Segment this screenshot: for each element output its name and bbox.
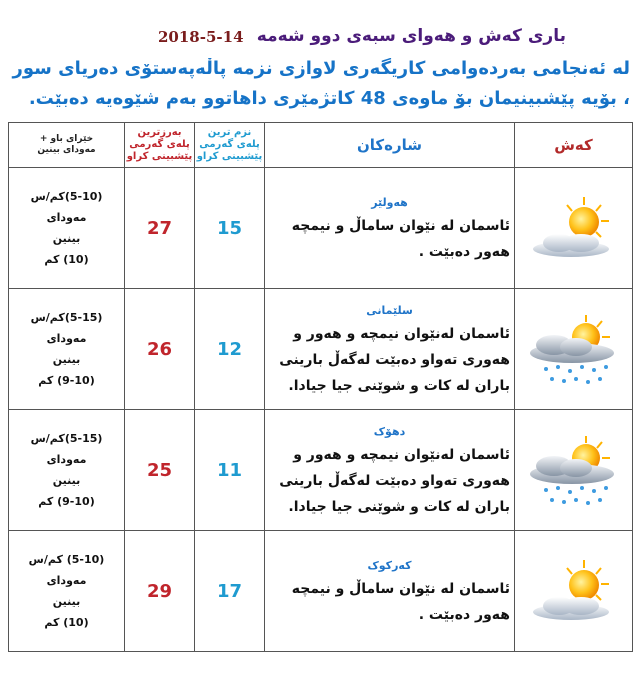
intro-line-1: لە ئەنجامی بەردەوامی کاریگەری لاوازی نزمە پاڵەپەستۆی دەریای سور bbox=[12, 58, 630, 79]
col-wind-visibility: خێرای باو + مەودای بینین bbox=[9, 123, 125, 168]
min-temp: 11 bbox=[195, 410, 265, 531]
col-cities: شارەکان bbox=[265, 123, 515, 168]
city-cell bbox=[265, 410, 515, 531]
sun-cloud-rain-icon bbox=[524, 309, 624, 389]
wind-visibility: (5-15)کم/س مەودای بینین (9-10) کم bbox=[9, 289, 125, 410]
weather-icon-cell bbox=[515, 168, 633, 289]
forecast-description: ئاسمان لە نێوان ساماڵ و نیمچە هەور دەبێت . bbox=[291, 217, 510, 260]
wind-visibility: (5-10)کم/س مەودای بینین (10) کم bbox=[9, 168, 125, 289]
table-header-row bbox=[9, 123, 633, 168]
min-temp: 17 bbox=[195, 531, 265, 652]
forecast-description: ئاسمان لەنێوان نیمچە و هەور و هەوری تەواو دەبێت لەگەڵ بارینی باران لە کات و شوێنی جیا جیادا. bbox=[279, 446, 510, 515]
city-cell bbox=[265, 168, 515, 289]
city-name: دهۆک bbox=[373, 424, 406, 438]
sun-cloud-rain-icon bbox=[524, 430, 624, 510]
city-cell bbox=[265, 289, 515, 410]
max-temp: 25 bbox=[125, 410, 195, 531]
page-title: باری کەش و هەوای سبەی دوو شەمە bbox=[256, 26, 566, 46]
table-row bbox=[9, 531, 633, 652]
forecast-description: ئاسمان لەنێوان نیمچە و هەور و هەوری تەواو دەبێت لەگەڵ بارینی باران لە کات و شوێنی جیا جیادا. bbox=[279, 325, 510, 394]
max-temp: 27 bbox=[125, 168, 195, 289]
max-temp: 26 bbox=[125, 289, 195, 410]
table-row bbox=[9, 410, 633, 531]
col-weather: کەش bbox=[515, 123, 633, 168]
col-min-temp: نزم ترین پلەی گەرمی پێشبینی کراو bbox=[195, 123, 265, 168]
partly-cloudy-icon bbox=[529, 556, 619, 626]
weather-icon-cell bbox=[515, 410, 633, 531]
table-row bbox=[9, 168, 633, 289]
report-header bbox=[0, 26, 640, 54]
weather-icon-cell bbox=[515, 531, 633, 652]
partly-cloudy-icon bbox=[529, 193, 619, 263]
table-row bbox=[9, 289, 633, 410]
city-name: سلێمانی bbox=[366, 303, 413, 317]
col-max-temp: بەرزترین پلەی گەرمی پێشبینی کراو bbox=[125, 123, 195, 168]
forecast-table bbox=[8, 122, 633, 652]
intro-line-2: ، بۆیە پێشبینیمان بۆ ماوەی 48 کاتژمێری داهاتوو بەم شێوەیە دەبێت. bbox=[28, 88, 630, 109]
forecast-description: ئاسمان لە نێوان ساماڵ و نیمچە هەور دەبێت . bbox=[291, 580, 510, 623]
city-name: هەولێر bbox=[371, 195, 408, 209]
weather-icon-cell bbox=[515, 289, 633, 410]
min-temp: 12 bbox=[195, 289, 265, 410]
wind-visibility: (5-10) کم/س مەودای بینین (10) کم bbox=[9, 531, 125, 652]
report-date: 2018-5-14 bbox=[158, 28, 244, 46]
min-temp: 15 bbox=[195, 168, 265, 289]
wind-visibility: (5-15)کم/س مەودای بینین (9-10) کم bbox=[9, 410, 125, 531]
city-name: کەرکوک bbox=[367, 558, 412, 572]
max-temp: 29 bbox=[125, 531, 195, 652]
city-cell bbox=[265, 531, 515, 652]
